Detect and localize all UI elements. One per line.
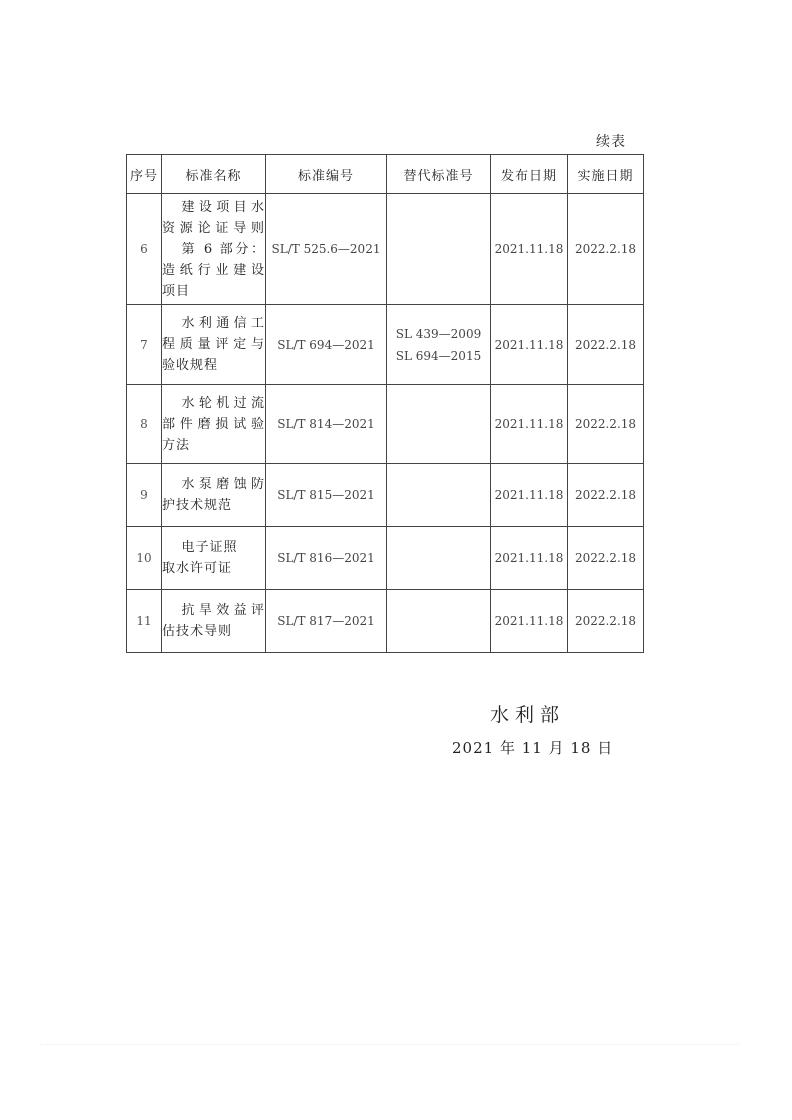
name-line: 项目 bbox=[162, 283, 191, 299]
issuing-authority: 水利部 bbox=[490, 704, 566, 726]
row-standard-code: SL/T 814—2021 bbox=[266, 385, 387, 464]
name-line: 验收规程 bbox=[162, 358, 219, 373]
name-line: 护技术规范 bbox=[162, 498, 233, 513]
row-replaces bbox=[387, 590, 491, 653]
issue-date: 2021 年 11 月 18 日 bbox=[452, 739, 614, 757]
name-line: 估技术导则 bbox=[162, 624, 233, 639]
row-effective-date: 2022.2.18 bbox=[568, 527, 644, 590]
row-standard-name bbox=[162, 527, 266, 590]
name-line: 部件磨损试验 bbox=[162, 416, 265, 432]
table-header-row bbox=[127, 155, 644, 194]
header-release-date: 发布日期 bbox=[491, 155, 568, 194]
footer-divider bbox=[40, 1044, 740, 1045]
row-standard-name bbox=[162, 464, 266, 527]
row-seq: 7 bbox=[127, 305, 162, 385]
name-line: 水轮机过流 bbox=[181, 395, 265, 411]
row-effective-date: 2022.2.18 bbox=[568, 385, 644, 464]
table-row bbox=[127, 385, 644, 464]
row-release-date: 2021.11.18 bbox=[491, 385, 568, 464]
row-release-date: 2021.11.18 bbox=[491, 590, 568, 653]
row-standard-code: SL/T 816—2021 bbox=[266, 527, 387, 590]
table-row bbox=[127, 590, 644, 653]
name-line: 程质量评定与 bbox=[162, 337, 265, 352]
row-effective-date: 2022.2.18 bbox=[568, 464, 644, 527]
row-standard-name bbox=[162, 305, 266, 385]
header-name: 标准名称 bbox=[162, 155, 266, 194]
name-line: 取水许可证 bbox=[162, 561, 233, 576]
row-standard-name bbox=[162, 385, 266, 464]
row-release-date: 2021.11.18 bbox=[491, 194, 568, 305]
row-standard-code: SL/T 815—2021 bbox=[266, 464, 387, 527]
table-row bbox=[127, 527, 644, 590]
row-replaces bbox=[387, 194, 491, 305]
row-seq: 8 bbox=[127, 385, 162, 464]
row-seq: 10 bbox=[127, 527, 162, 590]
row-standard-name bbox=[162, 590, 266, 653]
row-standard-name bbox=[162, 194, 266, 305]
row-standard-code: SL/T 694—2021 bbox=[266, 305, 387, 385]
row-seq: 9 bbox=[127, 464, 162, 527]
name-line: 方法 bbox=[162, 437, 191, 453]
table-row bbox=[127, 194, 644, 305]
header-replaces: 替代标准号 bbox=[387, 155, 491, 194]
row-replaces bbox=[387, 527, 491, 590]
row-replaces bbox=[387, 385, 491, 464]
row-standard-code: SL/T 817—2021 bbox=[266, 590, 387, 653]
row-effective-date: 2022.2.18 bbox=[568, 590, 644, 653]
name-line: 水利通信工 bbox=[181, 316, 265, 331]
row-release-date: 2021.11.18 bbox=[491, 464, 568, 527]
name-line: 建设项目水 bbox=[181, 199, 265, 215]
replaces-line: SL 694—2015 bbox=[395, 348, 482, 363]
row-standard-code: SL/T 525.6—2021 bbox=[266, 194, 387, 305]
name-line: 第 6 部分： bbox=[181, 241, 265, 257]
name-line: 资源论证导则 bbox=[162, 220, 265, 236]
header-code: 标准编号 bbox=[266, 155, 387, 194]
replaces-line: SL 439—2009 bbox=[395, 326, 482, 341]
name-line: 电子证照 bbox=[181, 540, 238, 555]
row-seq: 11 bbox=[127, 590, 162, 653]
continued-table-label: 续表 bbox=[596, 134, 626, 150]
row-replaces bbox=[387, 464, 491, 527]
name-line: 造纸行业建设 bbox=[162, 262, 265, 278]
row-replaces bbox=[387, 305, 491, 385]
name-line: 水泵磨蚀防 bbox=[181, 477, 265, 492]
row-effective-date: 2022.2.18 bbox=[568, 194, 644, 305]
table-row bbox=[127, 305, 644, 385]
name-line: 抗旱效益评 bbox=[181, 603, 265, 618]
standards-table bbox=[126, 154, 644, 653]
row-effective-date: 2022.2.18 bbox=[568, 305, 644, 385]
table-row bbox=[127, 464, 644, 527]
header-seq: 序号 bbox=[127, 155, 162, 194]
header-effective-date: 实施日期 bbox=[568, 155, 644, 194]
row-seq: 6 bbox=[127, 194, 162, 305]
row-release-date: 2021.11.18 bbox=[491, 305, 568, 385]
row-release-date: 2021.11.18 bbox=[491, 527, 568, 590]
